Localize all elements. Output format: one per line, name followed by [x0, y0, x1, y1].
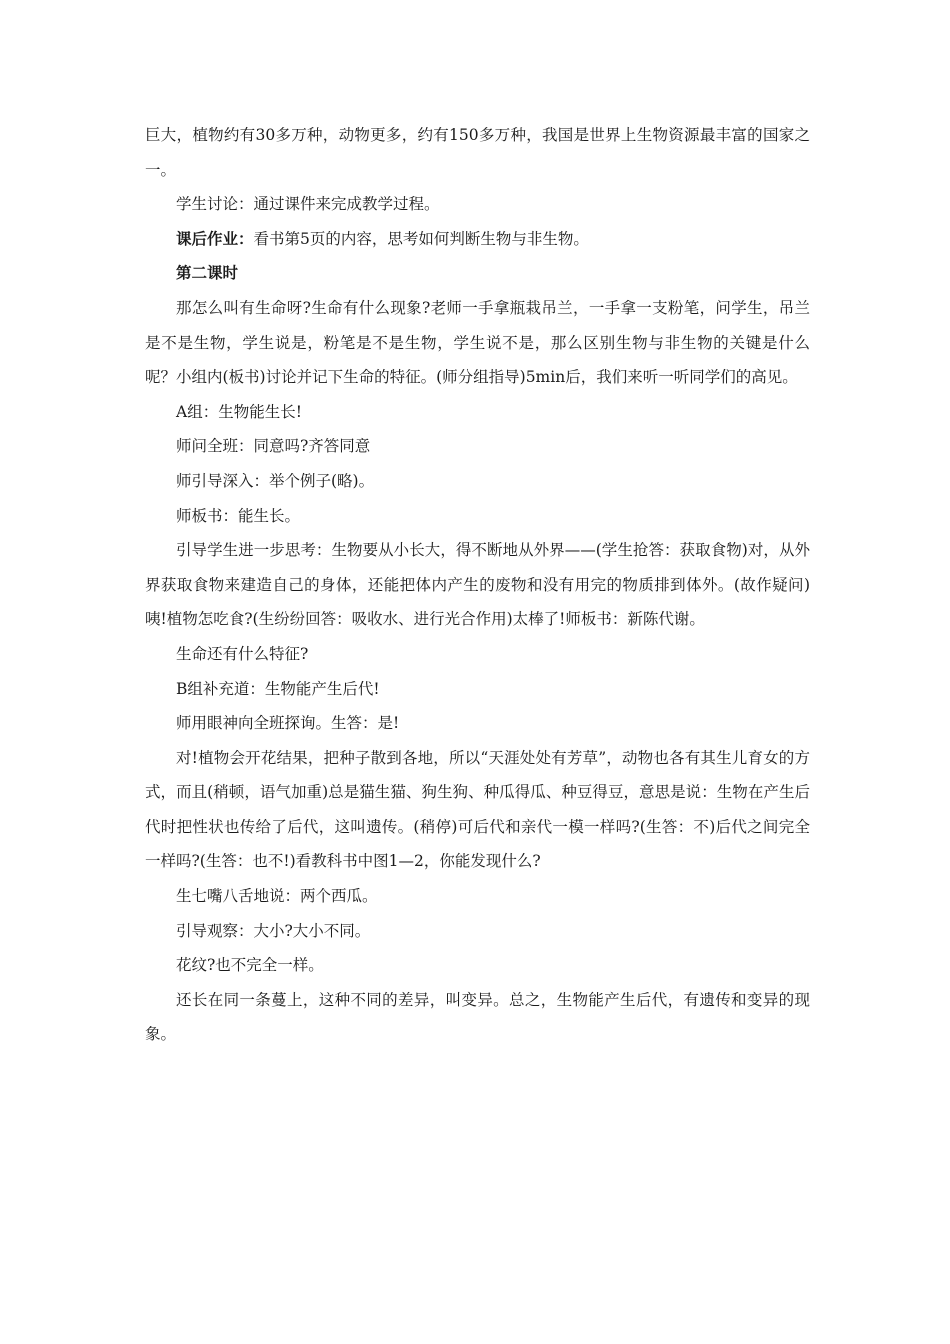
paragraph-teacher-inquiry: 师用眼神向全班探询。生答：是!: [176, 714, 400, 733]
paragraph-variation: 还长在同一条蔓上，这种不同的差异，叫变异。总之，生物能产生后代，有遗传和变异的现象。: [145, 990, 810, 1044]
paragraph-board-growth: 师板书：能生长。: [176, 506, 301, 525]
paragraph-homework: [145, 222, 810, 257]
paragraph-teacher-guides: 师引导深入：举个例子(略)。: [176, 471, 375, 490]
paragraph-pattern: 花纹?也不完全一样。: [176, 956, 324, 975]
paragraph-1: 巨大，植物约有30多万种，动物更多，约有150多万种，我国是世界上生物资源最丰富的国家之一。: [145, 126, 810, 179]
paragraph-group-b: B组补充道：生物能产生后代!: [176, 679, 380, 698]
homework-label: 课后作业：: [176, 228, 254, 248]
document-body: [145, 118, 810, 1052]
paragraph-observe-size: 引导观察：大小?大小不同。: [176, 921, 371, 940]
paragraph-teacher-asks: 师问全班：同意吗?齐答同意: [176, 437, 371, 456]
paragraph-life-question: 那怎么叫有生命呀?生命有什么现象?老师一手拿瓶栽吊兰，一手拿一支粉笔，问学生，吊兰是不是生物，学生说是，粉笔是不是生物，学生说不是，那么区别生物与非生物的关键是什么呢？小组内(板书)讨论并记下生命的特征。(师分组指导)5min后，我们来听一听同学们的高见。: [145, 298, 810, 387]
paragraph-heredity: 对!植物会开花结果，把种子散到各地，所以“天涯处处有芳草”，动物也各有其生儿育女的方式，而且(稍顿，语气加重)总是猫生猫、狗生狗、种瓜得瓜、种豆得豆，意思是说：生物在产生后代时把性状也传给了后代，这叫遗传。(稍停)可后代和亲代一模一样吗?(生答：不)后代之间完全一样吗?(生答：也不!)看教科书中图1—2，你能发现什么?: [145, 748, 810, 871]
paragraph-watermelons: 生七嘴八舌地说：两个西瓜。: [176, 887, 378, 906]
paragraph-other-features: 生命还有什么特征?: [176, 644, 309, 663]
homework-text: 看书第5页的内容，思考如何判断生物与非生物。: [253, 229, 589, 248]
paragraph-student-discussion: 学生讨论：通过课件来完成教学过程。: [176, 195, 440, 214]
section-heading-second-lesson: 第二课时: [176, 263, 239, 283]
paragraph-metabolism: 引导学生进一步思考：生物要从小长大，得不断地从外界——(学生抢答：获取食物)对，从外界获取食物来建造自己的身体，还能把体内产生的废物和没有用完的物质排到体外。(故作疑问)咦!植物怎吃食?(生纷纷回答：吸收水、进行光合作用)太棒了!师板书：新陈代谢。: [145, 541, 810, 629]
paragraph-group-a: A组：生物能生长!: [176, 402, 302, 421]
